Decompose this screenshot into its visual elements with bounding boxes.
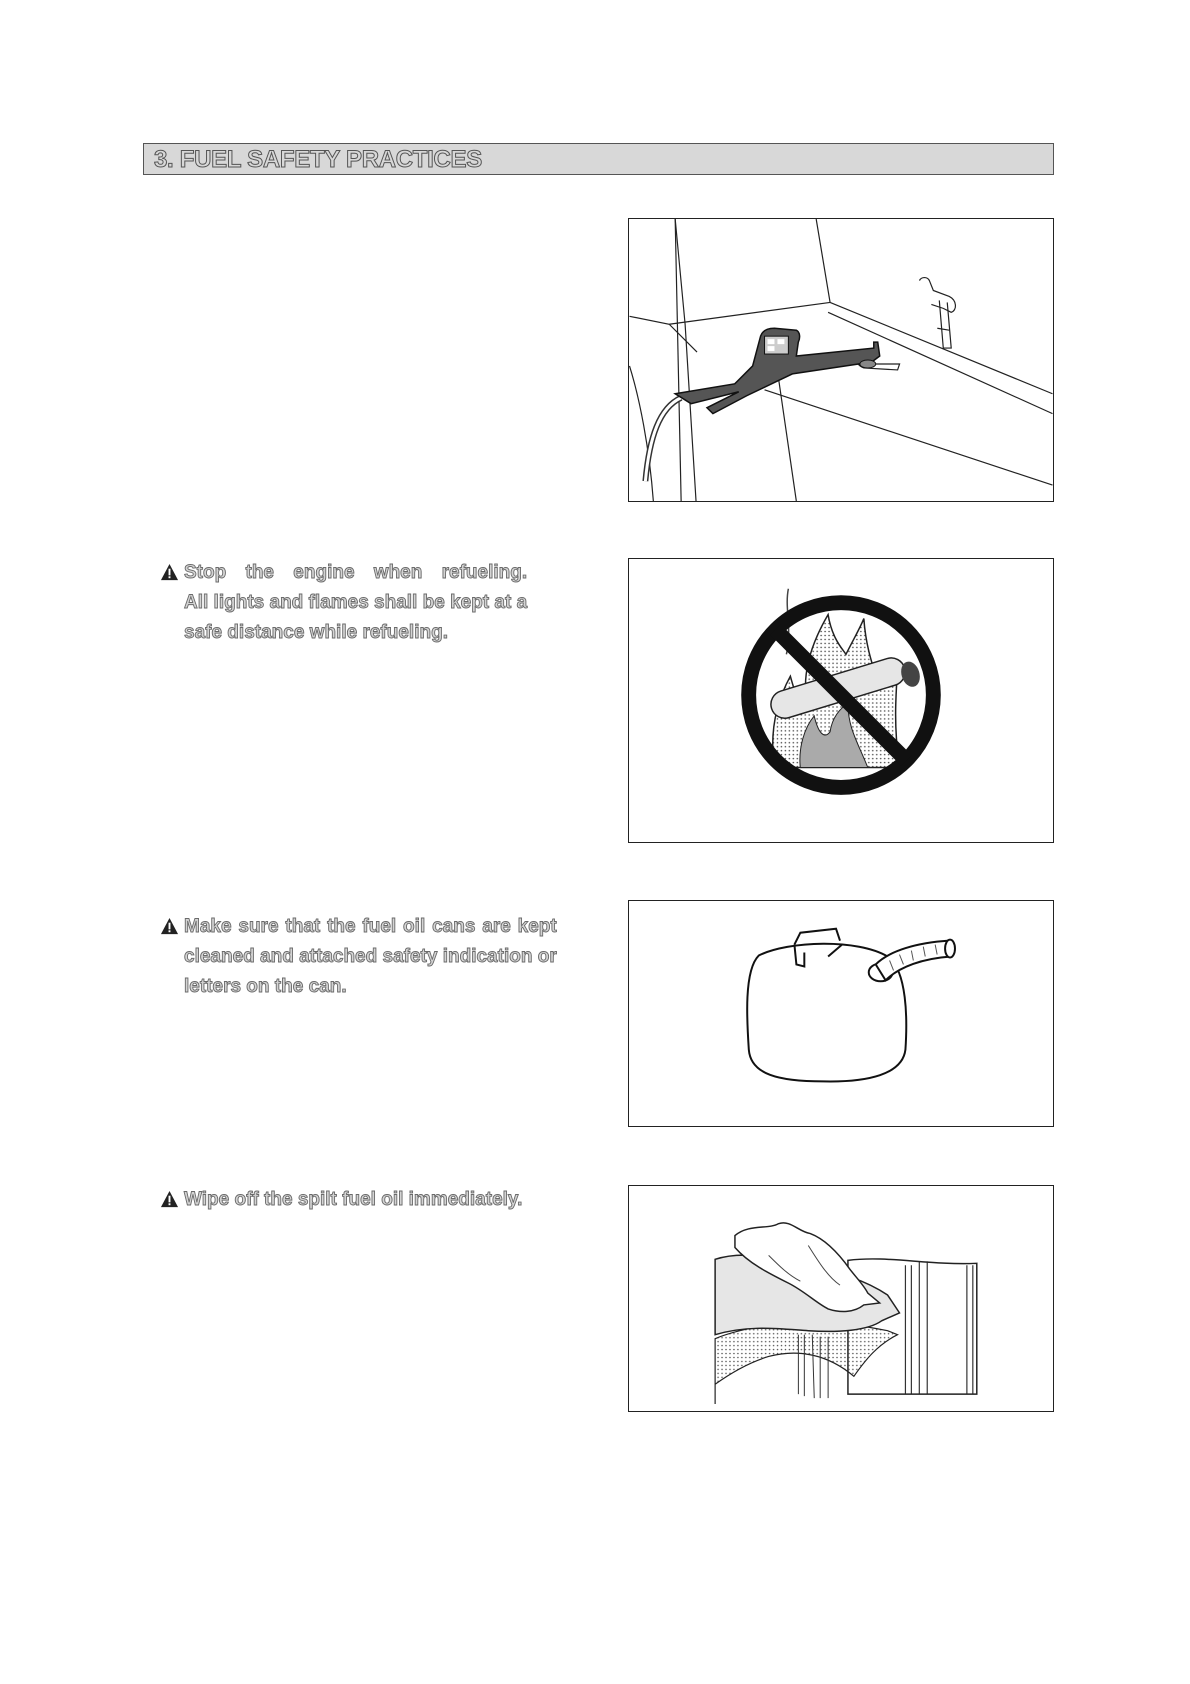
warning-text-line: Wipe off the spilt fuel oil immediately. (184, 1189, 523, 1210)
warning-refueling (160, 558, 570, 648)
warning-text-line: cleaned and attached safety indication or (184, 946, 557, 967)
warning-triangle-icon (160, 1190, 179, 1209)
warning-text-line: All lights and flames shall be kept at a (184, 592, 528, 613)
warning-text-line: Make sure that the fuel oil cans are kept (184, 916, 557, 937)
warning-triangle-icon (160, 917, 179, 936)
warning-text-line: safe distance while refueling. (184, 622, 448, 643)
warning-spilt-fuel (160, 1185, 570, 1215)
warning-fuel-cans (160, 912, 570, 1002)
section-title: 3. FUEL SAFETY PRACTICES (154, 146, 482, 173)
warning-triangle-icon (160, 563, 179, 582)
refueling-nozzle-illustration (628, 218, 1054, 502)
warning-text-line: letters on the can. (184, 976, 347, 997)
wiping-spill-illustration (628, 1185, 1054, 1412)
section-header (143, 143, 1054, 175)
warning-text-line: Stop the engine when refueling. (184, 562, 528, 583)
no-flames-illustration (628, 558, 1054, 843)
fuel-can-illustration (628, 900, 1054, 1127)
